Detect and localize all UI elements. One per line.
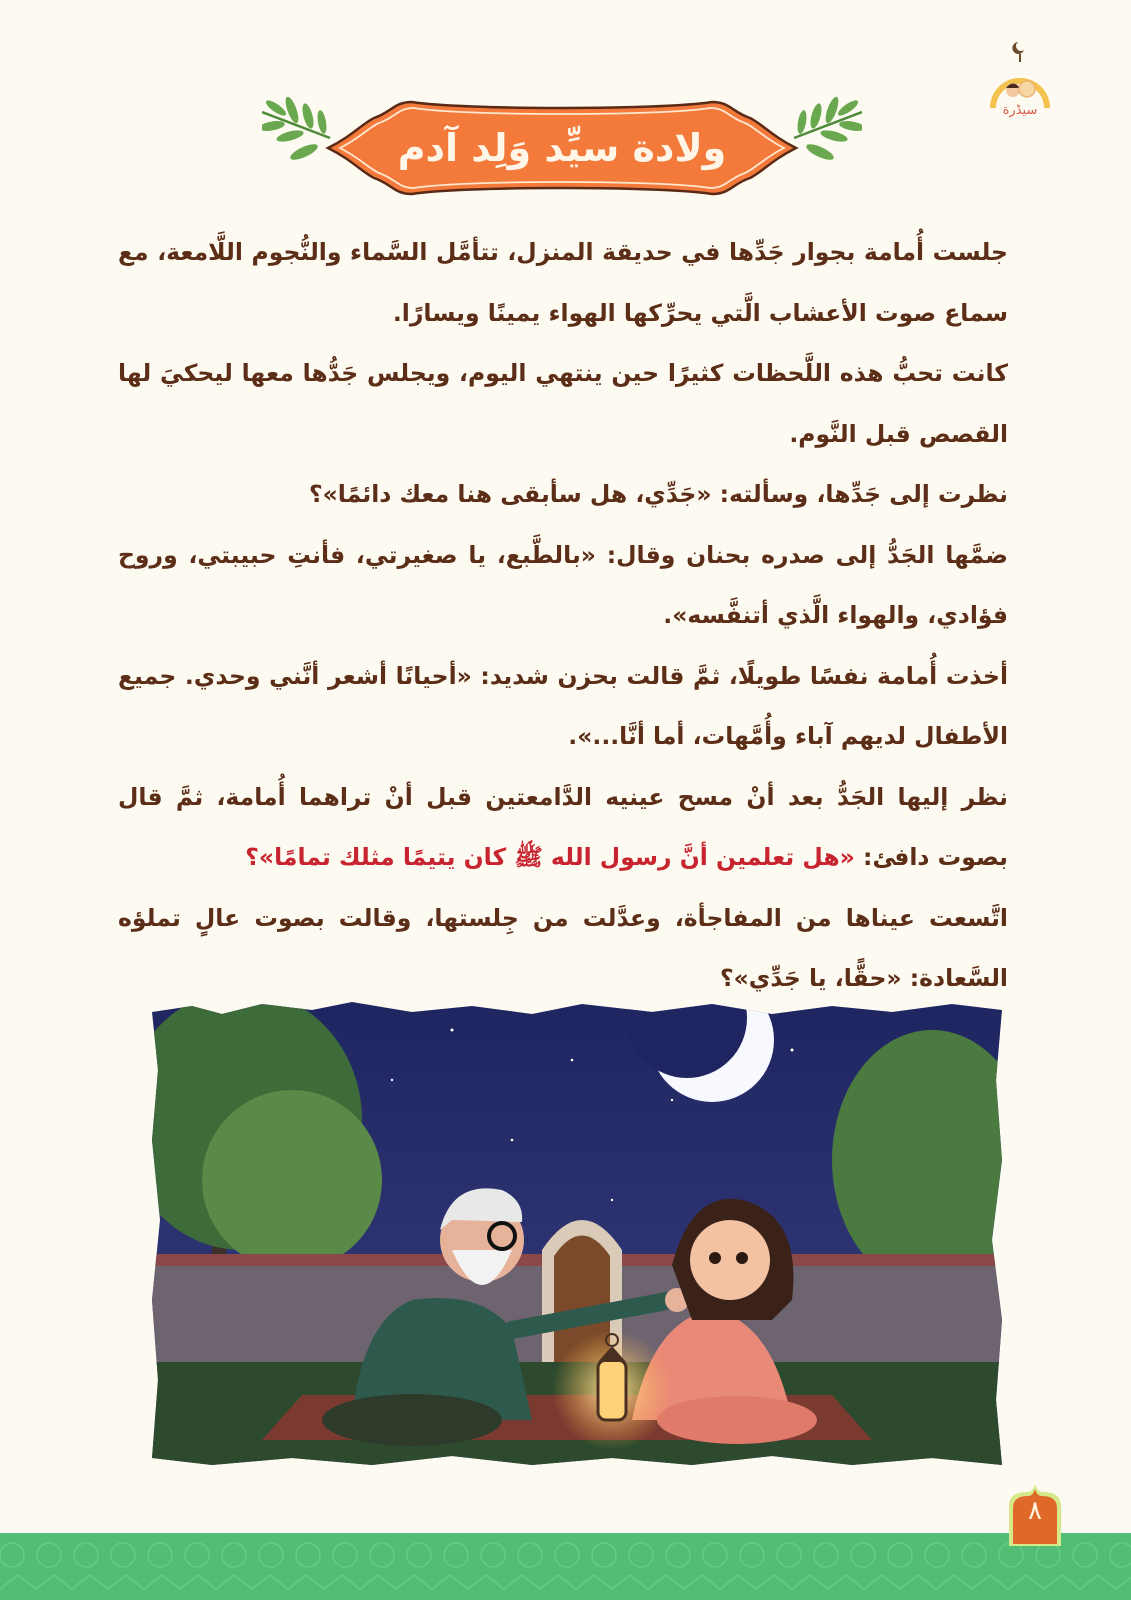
story-paragraph: أخذت أُمامة نفسًا طويلًا، ثمَّ قالت بحزن شديد: «أحيانًا أشعر أنَّني وحدي. جميع الأطفال لديهم آباء وأُمَّهات، أما أنَّا...». (118, 661, 1008, 750)
left-leaf-sprig-icon (262, 96, 330, 163)
chapter-title-banner (262, 96, 862, 200)
story-paragraph: نظرت إلى جَدِّها، وسألته: «جَدِّي، هل سأبقى هنا معك دائمًا»؟ (308, 480, 1008, 508)
publisher-logo (985, 38, 1055, 118)
chapter-title: ولادة سيِّد وَلِد آدم (397, 126, 727, 170)
story-paragraph: جلست أُمامة بجوار جَدِّها في حديقة المنزل، تتأمَّل السَّماء والنُّجوم اللَّامعة، مع سماع صوت الأعشاب الَّتي يحرِّكها الهواء يمينًا ويسارًا. (118, 238, 1008, 327)
story-paragraph: كانت تحبُّ هذه اللَّحظات كثيرًا حين ينتهي اليوم، ويجلس جَدُّها معها ليحكيَ لها القصص قبل النَّوم. (118, 359, 1008, 448)
story-illustration (152, 1000, 1002, 1465)
story-body (118, 222, 1008, 1009)
right-leaf-sprig-icon (794, 96, 862, 163)
narration-text: نظر إليها الجَدُّ بعد أنْ مسح عينيه الدَّامعتين قبل أنْ تراهما أُمامة، ثمَّ قال بصوت دافئ: (118, 782, 1008, 871)
footer-pattern-band (0, 1533, 1131, 1600)
story-paragraph (118, 767, 1008, 888)
geometric-pattern-icon (0, 1533, 1131, 1600)
story-paragraph: ضمَّها الجَدُّ إلى صدره بحنان وقال: «بالطَّبع، يا صغيرتي، فأنتِ حبيبتي، وروح فؤادي، والهواء الَّذي أتنفَّسه». (118, 540, 1008, 629)
story-paragraph: اتَّسعت عيناها من المفاجأة، وعدَّلت من جِلستها، وقالت بصوت عالٍ تملؤه السَّعادة: «حقًّا، يا جَدِّي»؟ (118, 903, 1008, 992)
highlighted-quote: «هل تعلمين أنَّ رسول الله ﷺ كان يتيمًا مثلك تمامًا»؟ (245, 843, 855, 871)
lantern-icon (552, 1330, 672, 1450)
crescent-dome-logo-icon (985, 38, 1055, 118)
svg-text:سيڈرة: سيڈرة (1002, 103, 1038, 118)
page-number: ٨ (1028, 1496, 1042, 1526)
